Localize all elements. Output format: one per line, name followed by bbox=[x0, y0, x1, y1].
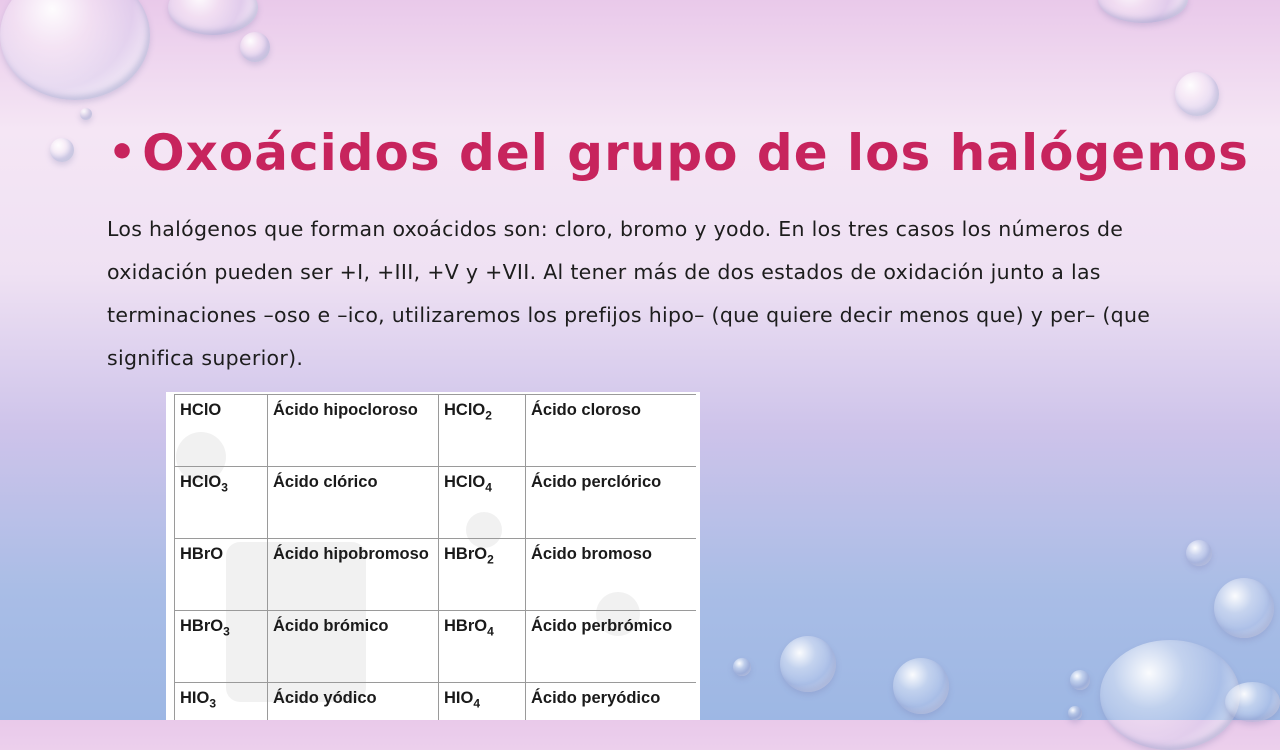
formula-base: HClO bbox=[444, 401, 486, 419]
formula-subscript: 4 bbox=[473, 696, 481, 711]
acid-name-cell: Ácido hipocloroso bbox=[268, 395, 439, 467]
formula-cell bbox=[175, 539, 268, 611]
formula-cell bbox=[439, 611, 526, 683]
formula-cell bbox=[175, 395, 268, 467]
decorative-bubble bbox=[80, 108, 92, 120]
decorative-bubble bbox=[240, 32, 270, 62]
decorative-bubble bbox=[1070, 670, 1090, 690]
slide-title-row bbox=[108, 118, 1249, 188]
formula-base: HBrO bbox=[180, 545, 224, 563]
decorative-bubble bbox=[1068, 706, 1082, 720]
formula-base: HBrO bbox=[444, 617, 488, 635]
formula-subscript: 2 bbox=[487, 552, 494, 567]
formula-subscript: 3 bbox=[209, 696, 217, 711]
decorative-bubble bbox=[1175, 72, 1219, 116]
formula-base: HClO bbox=[180, 401, 222, 419]
decorative-bubble bbox=[1214, 578, 1274, 638]
formula-cell bbox=[439, 467, 526, 539]
body-paragraph: Los halógenos que forman oxoácidos son: cloro, bromo y yodo. En los tres casos los números de oxidación pueden ser +I, +III, +V y +VII. Al tener más de dos estados de oxidación junto a las terminaciones –oso e –ico, utilizaremos los prefijos hipo– (que quiere decir menos que) y per– (que significa superior). bbox=[107, 217, 1151, 370]
oxoacid-table-image bbox=[166, 392, 700, 720]
formula-cell bbox=[175, 611, 268, 683]
acid-name-cell: Ácido cloroso bbox=[526, 395, 697, 467]
formula-subscript: 4 bbox=[485, 480, 492, 495]
acid-name-cell: Ácido perbrómico bbox=[526, 611, 697, 683]
bullet-marker: • bbox=[108, 127, 137, 178]
acid-name-cell: Ácido bromoso bbox=[526, 539, 697, 611]
formula-base: HClO bbox=[444, 473, 486, 491]
decorative-bubble bbox=[50, 138, 74, 162]
formula-base: HBrO bbox=[180, 617, 224, 635]
table-row bbox=[175, 467, 697, 539]
acid-name-cell: Ácido clórico bbox=[268, 467, 439, 539]
decorative-bubble bbox=[1098, 0, 1188, 23]
decorative-bubble bbox=[168, 0, 258, 35]
formula-base: HBrO bbox=[444, 545, 488, 563]
formula-base: HIO bbox=[180, 689, 210, 707]
acid-name-cell: Ácido yódico bbox=[268, 683, 439, 721]
formula-subscript: 2 bbox=[485, 408, 492, 423]
oxoacid-table bbox=[174, 394, 696, 720]
formula-subscript: 3 bbox=[221, 480, 228, 495]
decorative-bubble bbox=[1186, 540, 1212, 566]
acid-name-cell: Ácido peryódico bbox=[526, 683, 697, 721]
formula-cell bbox=[175, 683, 268, 721]
decorative-bubble bbox=[0, 0, 150, 100]
acid-name-cell: Ácido brómico bbox=[268, 611, 439, 683]
decorative-bubble bbox=[1100, 640, 1240, 750]
acid-name-cell: Ácido hipobromoso bbox=[268, 539, 439, 611]
formula-cell bbox=[439, 539, 526, 611]
table-row bbox=[175, 539, 697, 611]
decorative-bubble bbox=[733, 658, 751, 676]
formula-subscript: 4 bbox=[487, 624, 494, 639]
slide-title: Oxoácidos del grupo de los halógenos bbox=[142, 124, 1249, 182]
table-row bbox=[175, 683, 697, 721]
decorative-bubble bbox=[893, 658, 949, 714]
formula-cell bbox=[175, 467, 268, 539]
formula-base: HIO bbox=[444, 689, 474, 707]
decorative-bubble bbox=[780, 636, 836, 692]
table-row bbox=[175, 611, 697, 683]
formula-cell bbox=[439, 683, 526, 721]
formula-base: HClO bbox=[180, 473, 222, 491]
formula-cell bbox=[439, 395, 526, 467]
acid-name-cell: Ácido perclórico bbox=[526, 467, 697, 539]
formula-subscript: 3 bbox=[223, 624, 230, 639]
table-row bbox=[175, 395, 697, 467]
decorative-bubble bbox=[1225, 682, 1280, 722]
